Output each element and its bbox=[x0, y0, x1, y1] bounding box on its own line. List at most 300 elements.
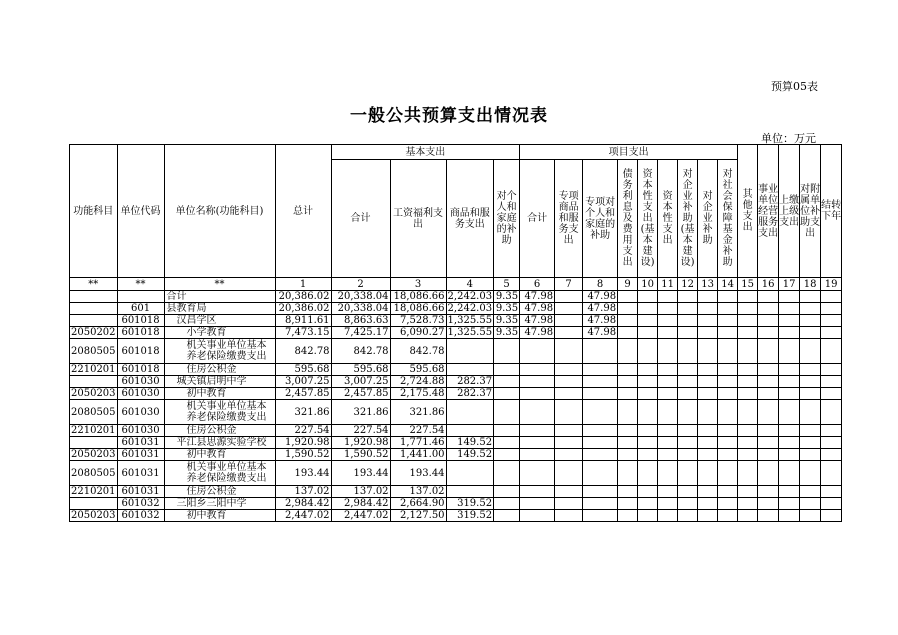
column-index-cell: 4 bbox=[446, 278, 494, 291]
cell-empty bbox=[658, 486, 678, 498]
cell-empty bbox=[718, 315, 738, 327]
column-index-row bbox=[70, 278, 842, 291]
cell-goods: 149.52 bbox=[446, 437, 494, 449]
cell-personal bbox=[494, 364, 520, 376]
cell-empty bbox=[738, 315, 758, 327]
cell-empty bbox=[718, 449, 738, 461]
cell-name: 初中教育 bbox=[164, 449, 275, 461]
page-title: 一般公共预算支出情况表 bbox=[350, 106, 548, 126]
cell-wage: 18,086.66 bbox=[390, 291, 446, 303]
cell-empty bbox=[800, 303, 821, 315]
cell-total: 2,457.85 bbox=[275, 388, 331, 400]
cell-func bbox=[70, 376, 118, 388]
cell-empty bbox=[758, 315, 779, 327]
cell-empty bbox=[738, 486, 758, 498]
cell-empty bbox=[758, 364, 779, 376]
cell-basic-total: 20,338.04 bbox=[331, 303, 390, 315]
header-project-group: 项目支出 bbox=[520, 145, 738, 160]
cell-func: 2050202 bbox=[71, 327, 116, 338]
column-index-cell: 17 bbox=[779, 278, 800, 291]
column-index-cell: ** bbox=[164, 278, 275, 291]
cell-total: 1,590.52 bbox=[275, 449, 331, 461]
cell-empty bbox=[738, 376, 758, 388]
cell-empty bbox=[779, 510, 800, 522]
cell-proj-personal bbox=[583, 400, 618, 425]
column-index-cell: 11 bbox=[658, 278, 678, 291]
cell-empty bbox=[638, 339, 658, 364]
cell-name: 合计 bbox=[164, 291, 275, 303]
cell-empty bbox=[658, 425, 678, 437]
cell-empty bbox=[618, 303, 638, 315]
cell-wage: 2,175.48 bbox=[390, 388, 446, 400]
cell-empty bbox=[638, 437, 658, 449]
cell-name: 机关事业单位基本养老保险缴费支出 bbox=[164, 461, 275, 486]
header-basic-total: 合计 bbox=[331, 160, 390, 278]
cell-empty bbox=[618, 425, 638, 437]
cell-code: 601030 bbox=[117, 376, 164, 388]
cell-name: 住房公积金 bbox=[164, 364, 275, 376]
cell-code: 601031 bbox=[117, 461, 164, 486]
cell-empty bbox=[658, 376, 678, 388]
column-index-cell: 18 bbox=[800, 278, 821, 291]
cell-proj-total bbox=[520, 376, 555, 388]
cell-func: 2050203 bbox=[71, 388, 116, 399]
cell-proj-total bbox=[520, 437, 555, 449]
cell-personal: 9.35 bbox=[494, 315, 520, 327]
cell-goods: 149.52 bbox=[446, 449, 494, 461]
cell-proj-personal bbox=[583, 339, 618, 364]
cell-empty bbox=[638, 388, 658, 400]
cell-empty bbox=[618, 486, 638, 498]
cell-func bbox=[70, 315, 118, 327]
cell-proj-personal bbox=[583, 449, 618, 461]
cell-empty bbox=[821, 425, 842, 437]
cell-func: 2080505 bbox=[70, 400, 118, 425]
cell-basic-total: 1,590.52 bbox=[331, 449, 390, 461]
header-unit-name: 单位名称(功能科目) bbox=[164, 145, 275, 278]
cell-goods bbox=[446, 339, 494, 364]
cell-basic-total: 20,338.04 bbox=[331, 291, 390, 303]
cell-empty bbox=[638, 376, 658, 388]
cell-empty bbox=[738, 364, 758, 376]
cell-empty bbox=[618, 364, 638, 376]
cell-basic-total: 7,425.17 bbox=[331, 327, 390, 339]
header-goods: 商品和服务支出 bbox=[446, 160, 494, 278]
cell-empty bbox=[718, 327, 738, 339]
cell-empty bbox=[698, 315, 718, 327]
cell-empty bbox=[758, 388, 779, 400]
table-row bbox=[70, 388, 842, 400]
table-row bbox=[70, 449, 842, 461]
cell-personal bbox=[494, 376, 520, 388]
column-index-cell: 5 bbox=[494, 278, 520, 291]
cell-empty bbox=[718, 339, 738, 364]
cell-empty bbox=[718, 400, 738, 425]
cell-empty bbox=[678, 400, 698, 425]
cell-proj-personal: 47.98 bbox=[583, 315, 618, 327]
cell-empty bbox=[758, 461, 779, 486]
cell-func: 2050203 bbox=[71, 449, 116, 460]
cell-name: 住房公积金 bbox=[164, 486, 275, 498]
cell-total: 20,386.02 bbox=[275, 303, 331, 315]
cell-empty bbox=[618, 376, 638, 388]
table-row bbox=[70, 486, 842, 498]
cell-proj-personal bbox=[583, 364, 618, 376]
cell-proj-total bbox=[520, 486, 555, 498]
cell-personal bbox=[494, 510, 520, 522]
table-row bbox=[70, 303, 842, 315]
cell-code: 601030 bbox=[117, 425, 164, 437]
header-enterprise: 对企业补助 bbox=[698, 160, 718, 278]
cell-func: 2210201 bbox=[71, 364, 116, 375]
cell-empty bbox=[718, 376, 738, 388]
cell-name: 平江县思源实验学校 bbox=[164, 437, 275, 449]
cell-code: 601030 bbox=[117, 400, 164, 425]
cell-name: 住房公积金 bbox=[164, 425, 275, 437]
cell-empty bbox=[779, 327, 800, 339]
cell-proj-personal bbox=[583, 425, 618, 437]
cell-basic-total: 2,457.85 bbox=[331, 388, 390, 400]
cell-personal bbox=[494, 461, 520, 486]
header-unit-code: 单位代码 bbox=[117, 145, 164, 278]
cell-func bbox=[70, 498, 118, 510]
cell-empty bbox=[779, 437, 800, 449]
cell-code: 601018 bbox=[117, 364, 164, 376]
cell-empty bbox=[678, 303, 698, 315]
cell-empty bbox=[821, 339, 842, 364]
cell-empty bbox=[758, 425, 779, 437]
cell-name: 三阳乡三阳中学 bbox=[164, 498, 275, 510]
cell-personal bbox=[494, 449, 520, 461]
cell-empty bbox=[758, 291, 779, 303]
cell-empty bbox=[821, 461, 842, 486]
cell-empty bbox=[638, 498, 658, 510]
cell-personal bbox=[494, 425, 520, 437]
table-row bbox=[70, 461, 842, 486]
cell-empty bbox=[638, 327, 658, 339]
cell-empty bbox=[638, 461, 658, 486]
column-index-cell: 8 bbox=[583, 278, 618, 291]
cell-empty bbox=[758, 486, 779, 498]
cell-empty bbox=[555, 315, 583, 327]
cell-proj-total bbox=[520, 498, 555, 510]
cell-proj-personal: 47.98 bbox=[583, 327, 618, 339]
cell-empty bbox=[638, 486, 658, 498]
cell-empty bbox=[718, 510, 738, 522]
cell-code: 601031 bbox=[117, 486, 164, 498]
cell-empty bbox=[618, 400, 638, 425]
cell-func bbox=[70, 303, 118, 315]
header-upper: 上缴上级支出 bbox=[779, 145, 800, 278]
table-row bbox=[70, 376, 842, 388]
header-total: 总计 bbox=[275, 145, 331, 278]
cell-goods bbox=[446, 400, 494, 425]
cell-empty bbox=[638, 315, 658, 327]
cell-code: 601031 bbox=[117, 449, 164, 461]
cell-empty bbox=[800, 437, 821, 449]
cell-goods: 2,242.03 bbox=[447, 303, 493, 314]
cell-empty bbox=[638, 364, 658, 376]
cell-basic-total: 193.44 bbox=[331, 461, 390, 486]
cell-proj-total bbox=[520, 425, 555, 437]
cell-empty bbox=[821, 291, 842, 303]
cell-personal bbox=[494, 339, 520, 364]
cell-wage: 2,127.50 bbox=[390, 510, 446, 522]
table-row bbox=[70, 364, 842, 376]
cell-empty bbox=[738, 388, 758, 400]
cell-personal bbox=[494, 388, 520, 400]
cell-empty bbox=[821, 327, 842, 339]
cell-empty bbox=[800, 461, 821, 486]
cell-empty bbox=[821, 364, 842, 376]
cell-total: 7,473.15 bbox=[275, 327, 331, 339]
cell-empty bbox=[658, 510, 678, 522]
cell-empty bbox=[758, 339, 779, 364]
cell-empty bbox=[678, 364, 698, 376]
cell-empty bbox=[618, 388, 638, 400]
cell-proj-total: 47.98 bbox=[520, 303, 555, 315]
cell-empty bbox=[555, 303, 583, 315]
cell-empty bbox=[758, 498, 779, 510]
cell-goods bbox=[446, 425, 494, 437]
cell-total: 20,386.02 bbox=[275, 291, 331, 303]
cell-empty bbox=[800, 388, 821, 400]
cell-proj-personal bbox=[583, 388, 618, 400]
cell-proj-personal bbox=[583, 376, 618, 388]
column-index-cell: 7 bbox=[555, 278, 583, 291]
cell-empty bbox=[821, 486, 842, 498]
cell-func: 2210201 bbox=[71, 425, 116, 436]
cell-empty bbox=[618, 327, 638, 339]
cell-wage: 1,441.00 bbox=[390, 449, 446, 461]
cell-empty bbox=[555, 461, 583, 486]
cell-empty bbox=[658, 400, 678, 425]
column-index-cell: 2 bbox=[331, 278, 390, 291]
cell-proj-personal: 47.98 bbox=[583, 303, 618, 315]
cell-empty bbox=[678, 510, 698, 522]
column-index-cell: 3 bbox=[390, 278, 446, 291]
cell-empty bbox=[658, 449, 678, 461]
cell-name: 机关事业单位基本养老保险缴费支出 bbox=[164, 339, 275, 364]
cell-proj-total bbox=[520, 510, 555, 522]
cell-empty bbox=[555, 339, 583, 364]
header-social: 对社会保障基金补助 bbox=[718, 160, 738, 278]
cell-total: 2,447.02 bbox=[275, 510, 331, 522]
cell-total: 193.44 bbox=[275, 461, 331, 486]
cell-empty bbox=[658, 303, 678, 315]
cell-goods bbox=[446, 364, 494, 376]
cell-wage: 18,086.66 bbox=[390, 303, 446, 315]
cell-empty bbox=[555, 449, 583, 461]
cell-empty bbox=[821, 400, 842, 425]
header-proj-total: 合计 bbox=[520, 160, 555, 278]
cell-total: 2,984.42 bbox=[275, 498, 331, 510]
cell-func bbox=[70, 437, 118, 449]
cell-total: 321.86 bbox=[275, 400, 331, 425]
cell-proj-personal bbox=[583, 498, 618, 510]
header-wage: 工资福利支出 bbox=[390, 160, 446, 278]
cell-empty bbox=[618, 461, 638, 486]
cell-total: 595.68 bbox=[275, 364, 331, 376]
cell-empty bbox=[698, 291, 718, 303]
cell-goods: 1,325.55 bbox=[447, 315, 493, 326]
cell-empty bbox=[658, 339, 678, 364]
cell-empty bbox=[779, 486, 800, 498]
cell-empty bbox=[800, 486, 821, 498]
column-index-cell: 12 bbox=[678, 278, 698, 291]
column-index-cell: 6 bbox=[520, 278, 555, 291]
cell-goods: 1,325.55 bbox=[447, 327, 493, 338]
cell-code: 601031 bbox=[117, 437, 164, 449]
cell-empty bbox=[638, 449, 658, 461]
cell-empty bbox=[698, 510, 718, 522]
cell-empty bbox=[678, 498, 698, 510]
cell-personal: 9.35 bbox=[494, 327, 520, 339]
cell-empty bbox=[718, 461, 738, 486]
cell-empty bbox=[738, 327, 758, 339]
cell-basic-total: 2,984.42 bbox=[331, 498, 390, 510]
cell-wage: 2,664.90 bbox=[390, 498, 446, 510]
cell-empty bbox=[718, 425, 738, 437]
cell-empty bbox=[779, 315, 800, 327]
cell-func: 2050203 bbox=[71, 510, 116, 521]
table-row bbox=[70, 315, 842, 327]
cell-empty bbox=[698, 339, 718, 364]
cell-empty bbox=[678, 315, 698, 327]
cell-goods bbox=[446, 486, 494, 498]
column-index-cell: 14 bbox=[718, 278, 738, 291]
cell-total: 8,911.61 bbox=[275, 315, 331, 327]
cell-empty bbox=[738, 339, 758, 364]
column-index-cell: ** bbox=[70, 278, 118, 291]
cell-basic-total: 2,447.02 bbox=[331, 510, 390, 522]
cell-empty bbox=[555, 486, 583, 498]
cell-code: 601018 bbox=[117, 315, 164, 327]
cell-code: 601030 bbox=[117, 388, 164, 400]
cell-name: 县教育局 bbox=[164, 303, 275, 315]
cell-empty bbox=[698, 437, 718, 449]
cell-proj-total: 47.98 bbox=[520, 327, 555, 339]
cell-proj-personal bbox=[583, 510, 618, 522]
cell-empty bbox=[555, 364, 583, 376]
cell-empty bbox=[678, 449, 698, 461]
cell-empty bbox=[555, 376, 583, 388]
table-row bbox=[70, 498, 842, 510]
cell-empty bbox=[658, 437, 678, 449]
cell-empty bbox=[821, 498, 842, 510]
cell-name: 初中教育 bbox=[164, 388, 275, 400]
cell-empty bbox=[738, 449, 758, 461]
cell-empty bbox=[758, 510, 779, 522]
header-debt: 债务利息及费用支出 bbox=[618, 160, 638, 278]
cell-empty bbox=[638, 510, 658, 522]
cell-empty bbox=[618, 437, 638, 449]
cell-empty bbox=[555, 498, 583, 510]
cell-name: 汉昌学区 bbox=[164, 315, 275, 327]
cell-empty bbox=[821, 315, 842, 327]
cell-code: 601032 bbox=[117, 498, 164, 510]
cell-wage: 227.54 bbox=[390, 425, 446, 437]
cell-personal: 9.35 bbox=[494, 291, 520, 303]
cell-goods bbox=[446, 461, 494, 486]
cell-empty bbox=[698, 486, 718, 498]
header-affiliate: 对附属单位补助支出 bbox=[800, 145, 821, 278]
header-business: 事业单位经营服务支出 bbox=[758, 145, 779, 278]
cell-proj-total bbox=[520, 449, 555, 461]
cell-empty bbox=[800, 315, 821, 327]
cell-empty bbox=[718, 486, 738, 498]
cell-goods: 282.37 bbox=[446, 388, 494, 400]
cell-proj-total bbox=[520, 339, 555, 364]
cell-empty bbox=[779, 364, 800, 376]
cell-empty bbox=[800, 449, 821, 461]
cell-proj-total bbox=[520, 461, 555, 486]
cell-empty bbox=[779, 376, 800, 388]
cell-wage: 842.78 bbox=[390, 339, 446, 364]
cell-basic-total: 8,863.63 bbox=[331, 315, 390, 327]
cell-proj-personal bbox=[583, 486, 618, 498]
cell-empty bbox=[638, 400, 658, 425]
table-row bbox=[70, 425, 842, 437]
cell-empty bbox=[821, 303, 842, 315]
cell-empty bbox=[800, 510, 821, 522]
cell-proj-total bbox=[520, 400, 555, 425]
cell-empty bbox=[779, 400, 800, 425]
cell-total: 137.02 bbox=[275, 486, 331, 498]
cell-basic-total: 842.78 bbox=[331, 339, 390, 364]
cell-proj-total: 47.98 bbox=[520, 315, 555, 327]
table-row bbox=[70, 510, 842, 522]
cell-goods: 2,242.03 bbox=[447, 291, 493, 302]
cell-personal: 9.35 bbox=[494, 303, 520, 315]
cell-empty bbox=[758, 327, 779, 339]
cell-name: 初中教育 bbox=[164, 510, 275, 522]
cell-personal bbox=[494, 400, 520, 425]
cell-personal bbox=[494, 437, 520, 449]
cell-empty bbox=[738, 303, 758, 315]
cell-empty bbox=[779, 291, 800, 303]
cell-empty bbox=[738, 510, 758, 522]
header-personal: 对个人和家庭的补助 bbox=[494, 160, 520, 278]
cell-empty bbox=[800, 291, 821, 303]
cell-empty bbox=[738, 425, 758, 437]
cell-func: 2080505 bbox=[70, 461, 118, 486]
cell-empty bbox=[698, 449, 718, 461]
cell-empty bbox=[678, 437, 698, 449]
cell-empty bbox=[821, 449, 842, 461]
cell-empty bbox=[618, 291, 638, 303]
cell-empty bbox=[638, 425, 658, 437]
cell-empty bbox=[738, 291, 758, 303]
cell-basic-total: 1,920.98 bbox=[331, 437, 390, 449]
cell-name: 小学教育 bbox=[164, 327, 275, 339]
cell-basic-total: 321.86 bbox=[331, 400, 390, 425]
column-index-cell: ** bbox=[117, 278, 164, 291]
cell-wage: 7,528.73 bbox=[390, 315, 446, 327]
cell-empty bbox=[658, 327, 678, 339]
cell-func: 2080505 bbox=[70, 339, 118, 364]
cell-empty bbox=[800, 339, 821, 364]
cell-empty bbox=[698, 364, 718, 376]
cell-goods: 319.52 bbox=[446, 498, 494, 510]
cell-wage: 1,771.46 bbox=[390, 437, 446, 449]
cell-empty bbox=[821, 388, 842, 400]
header-basic-group: 基本支出 bbox=[331, 145, 520, 160]
cell-wage: 193.44 bbox=[390, 461, 446, 486]
cell-empty bbox=[738, 498, 758, 510]
cell-basic-total: 137.02 bbox=[331, 486, 390, 498]
column-index-cell: 9 bbox=[618, 278, 638, 291]
